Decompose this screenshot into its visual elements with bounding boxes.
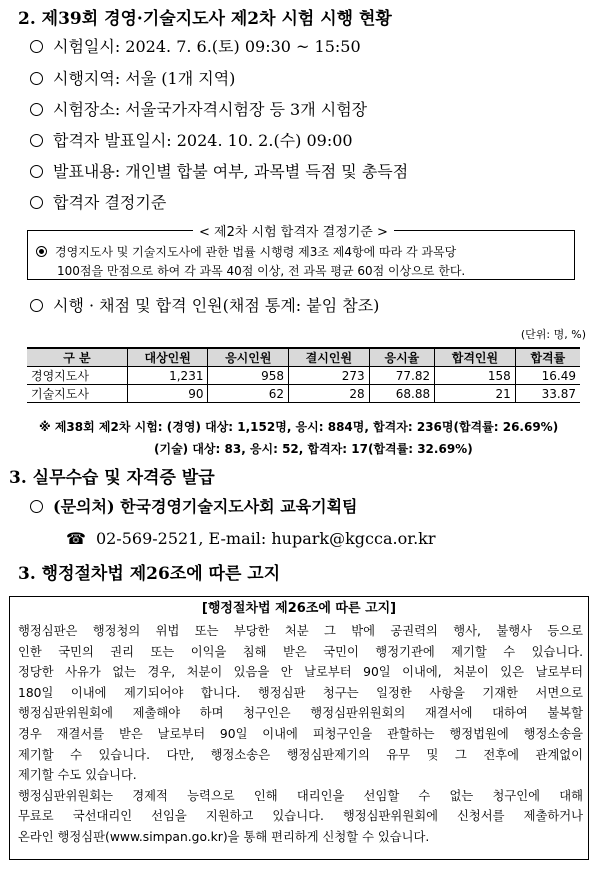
notice-text (18, 621, 583, 848)
notice-line: 경우 재결서를 받은 날로부터 90일 이내에 피청구인을 관할하는 행정법원에 행정소송을 (18, 726, 583, 741)
unit-label: (단위: 명, %) (520, 328, 586, 341)
list-item-announcement-date: 합격자 발표일시: 2024. 10. 2.(수) 09:00 (30, 128, 353, 151)
table-cell: 273 (289, 367, 370, 385)
circle-bullet-icon (30, 165, 43, 178)
notice-line: 180일 이내에 제기되어야 합니다. 행정심판 청구는 일정한 사항을 기재한 서면으로 (18, 685, 583, 700)
table-header: 구 분 (27, 348, 127, 367)
table-cell: 958 (208, 367, 289, 385)
list-item-exam-region: 시행지역: 서울 (1개 지역) (30, 66, 235, 89)
table-header: 합격률 (515, 348, 580, 367)
criteria-line-2: 100점을 만점으로 하여 각 과목 40점 이상, 전 과목 평균 60점 이상으로 한다. (57, 264, 466, 278)
notice-line: 행정심판은 행정청의 위법 또는 부당한 처분 그 밖에 공권력의 행사, 불행사 등으로 (18, 624, 583, 638)
notice-box (9, 596, 589, 860)
list-item-exam-venue: 시험장소: 서울국가자격시험장 등 3개 시험장 (30, 97, 367, 120)
stats-table (27, 347, 580, 403)
table-header: 결시인원 (289, 348, 370, 367)
radio-bullet-icon (36, 246, 47, 257)
table-cell: 77.82 (369, 367, 434, 385)
list-item-pass-criteria: 합격자 결정기준 (30, 190, 166, 213)
table-cell: 33.87 (515, 385, 580, 403)
section3a-heading: 3. 실무수습 및 자격증 발급 (9, 468, 215, 488)
notice-line: 인한 국민의 권리 또는 이익을 침해 받은 국민이 행정기관에 제기할 수 있습니다. (18, 644, 583, 659)
list-item-announcement-content: 발표내용: 개인별 합불 여부, 과목별 득점 및 총득점 (30, 159, 408, 182)
criteria-line-1: 경영지도사 및 기술지도사에 관한 법률 시행령 제3조 제4항에 따라 각 과목당 (36, 243, 456, 260)
notice-line: 행정심판위원회에 제출해야 하며 청구인은 행정심판위원회의 재결서에 대하여 불복할 (18, 706, 583, 721)
contact-item: (문의처) 한국경영기술지도사회 교육기획팀 (30, 494, 358, 517)
criteria-title: < 제2차 시험 합격자 결정기준 > (193, 221, 394, 240)
circle-bullet-icon (30, 40, 43, 53)
table-row (27, 385, 580, 403)
notice-line: 온라인 행정심판(www.simpan.go.kr)을 통해 편리하게 신청할 수 있습니다. (18, 829, 430, 844)
notice-line: 무료로 국선대리인 선임을 지원하고 있습니다. 행정심판위원회에 신청서를 제출하거나 (18, 809, 583, 824)
table-header: 응시율 (369, 348, 434, 367)
criteria-box (27, 225, 575, 280)
notice-line: 제기할 수 있습니다. 다만, 행정소송은 행정심판제기의 유무 및 그 전후에 관계없이 (18, 747, 583, 762)
section3b-heading: 3. 행정절차법 제26조에 따른 고지 (18, 564, 281, 584)
circle-bullet-icon (30, 103, 43, 116)
table-cell: 68.88 (369, 385, 434, 403)
table-header: 합격인원 (435, 348, 516, 367)
previous-exam-note-1: ※ 제38회 제2차 시험: (경영) 대상: 1,152명, 응시: 884명, 합격자: 236명(합격률: 26.69%) (39, 420, 559, 434)
notice-line: 제기할 수도 있습니다. (18, 768, 137, 783)
table-cell: 기술지도사 (27, 385, 127, 403)
section2-heading: 2. 제39회 경영·기술지도사 제2차 시험 시행 현황 (18, 9, 392, 29)
table-header-row (27, 348, 580, 367)
circle-bullet-icon (30, 196, 43, 209)
previous-exam-note-2: (기술) 대상: 83, 응시: 52, 합격자: 17(합격률: 32.69%) (154, 442, 473, 456)
telephone-icon: ☎ (66, 529, 86, 548)
table-cell: 28 (289, 385, 370, 403)
contact-phone-line: ☎ 02-569-2521, E-mail: hupark@kgcca.or.kr (66, 529, 436, 548)
circle-bullet-icon (30, 72, 43, 85)
table-header: 응시인원 (208, 348, 289, 367)
notice-box-title: [행정절차법 제26조에 따른 고지] (10, 597, 588, 616)
table-cell: 90 (127, 385, 208, 403)
notice-line: 행정심판위원회는 경제적 능력으로 인해 대리인을 선임할 수 없는 청구인에 대해 (18, 788, 583, 803)
circle-bullet-icon (30, 134, 43, 147)
circle-bullet-icon (30, 299, 43, 312)
table-header: 대상인원 (127, 348, 208, 367)
table-cell: 16.49 (515, 367, 580, 385)
circle-bullet-icon (30, 500, 43, 513)
table-cell: 62 (208, 385, 289, 403)
list-item-exam-date: 시험일시: 2024. 7. 6.(토) 09:30 ~ 15:50 (30, 34, 361, 57)
table-row (27, 367, 580, 385)
table-cell: 경영지도사 (27, 367, 127, 385)
table-cell: 1,231 (127, 367, 208, 385)
notice-line: 정당한 사유가 없는 경우, 처분이 있음을 안 날로부터 90일 이내에, 처분이 있은 날로부터 (18, 665, 583, 680)
table-cell: 21 (435, 385, 516, 403)
list-item-stats: 시행 · 채점 및 합격 인원(채점 통계: 붙임 참조) (30, 293, 379, 316)
table-cell: 158 (435, 367, 516, 385)
